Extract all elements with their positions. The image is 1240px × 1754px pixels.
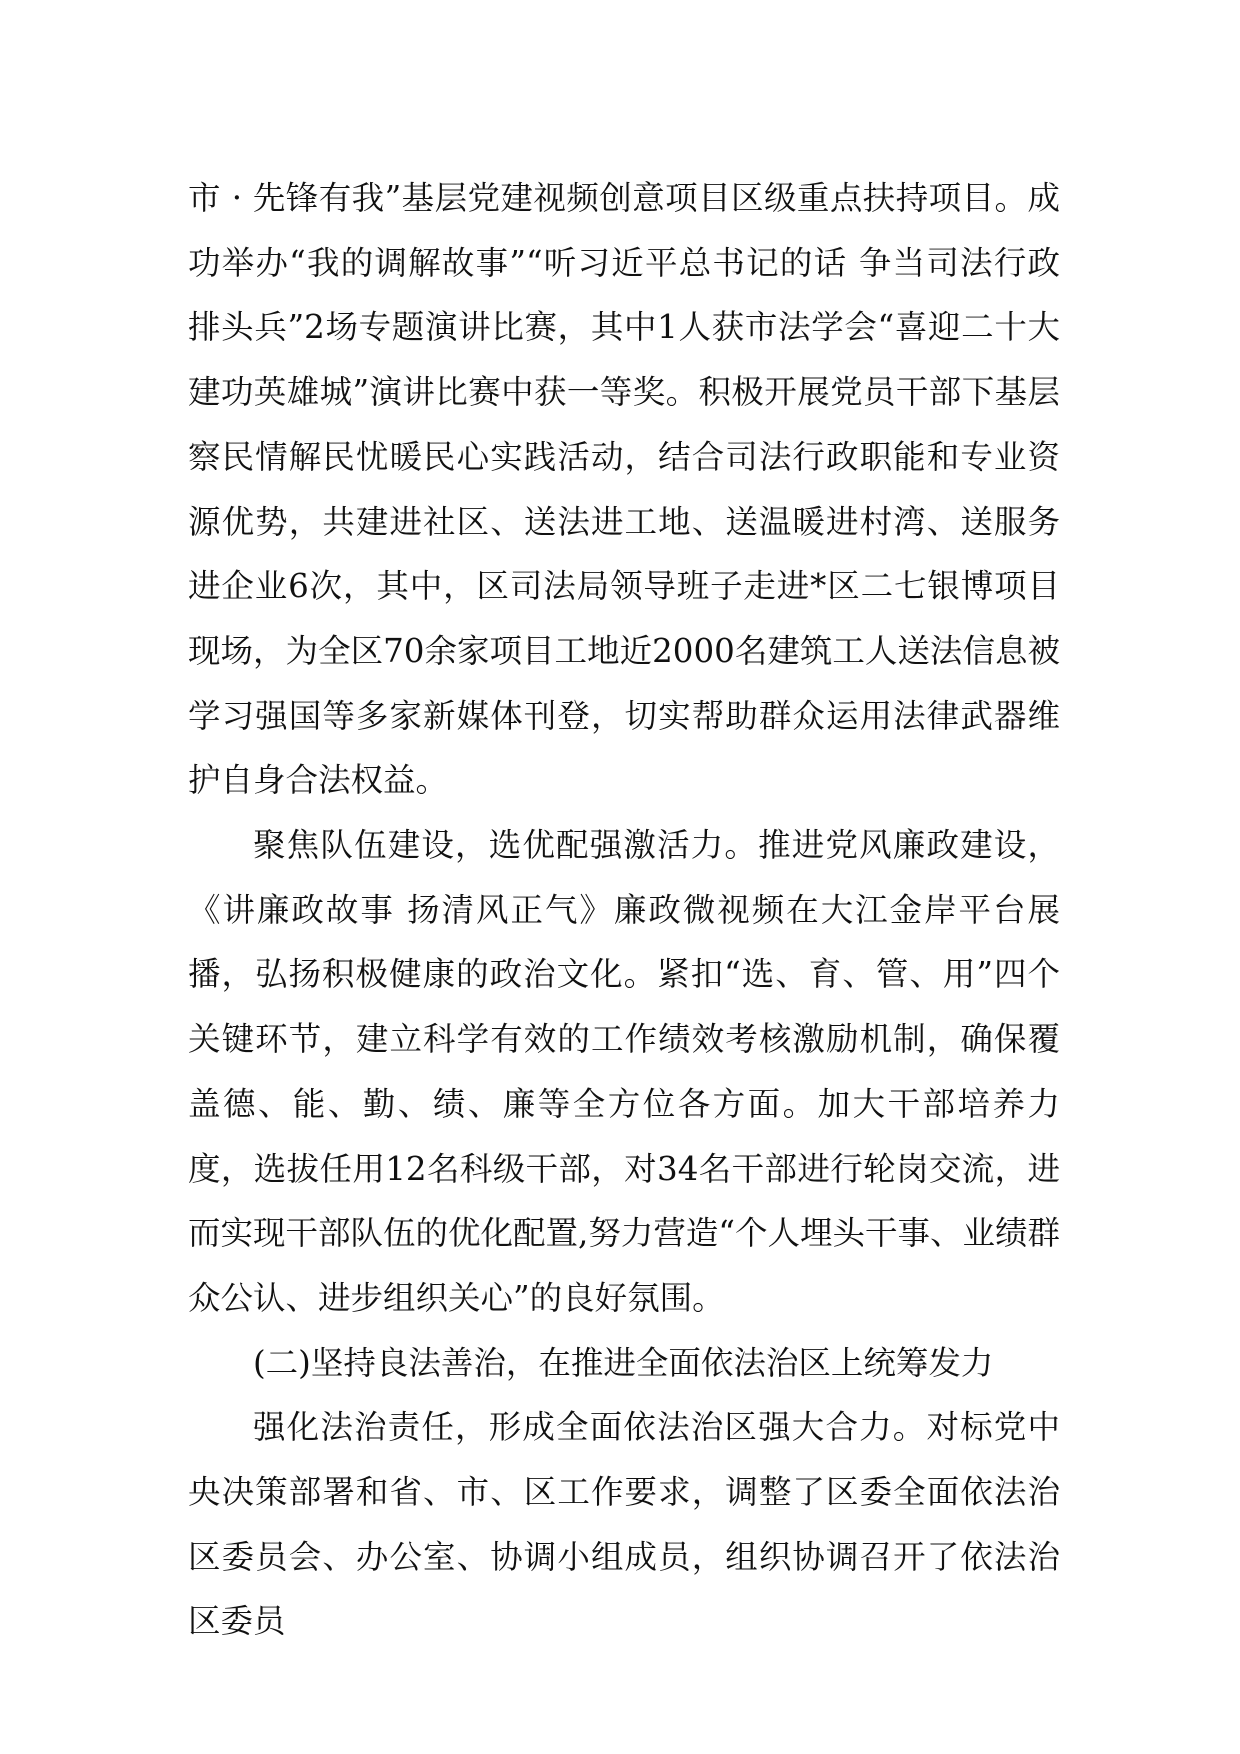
paragraph-team-building: 聚焦队伍建设，选优配强激活力。推进党风廉政建设，《讲廉政故事 扬清风正气》廉政微视频在大江金岸平台展播，弘扬积极健康的政治文化。紧扣“选、育、管、用”四个关键环节，建立科学有效的工作绩效考核激励机制，确保覆盖德、能、勤、绩、廉等全方位各方面。加大干部培养力度，选拔任用12名科级干部，对34名干部进行轮岗交流，进而实现干部队伍的优化配置,努力营造“个人埋头干事、业绩群众公认、进步组织关心”的良好氛围。 <box>188 826 1060 1317</box>
paragraph-rule-of-law-responsibility: 强化法治责任，形成全面依法治区强大合力。对标党中央决策部署和省、市、区工作要求，调整了区委全面依法治区委员会、办公室、协调小组成员，组织协调召开了依法治区委员 <box>188 1408 1060 1641</box>
document-body <box>188 166 1060 1654</box>
section-heading-rule-of-law: (二)坚持良法善治，在推进全面依法治区上统筹发力 <box>253 1343 994 1382</box>
paragraph-party-building-activities: 市 · 先锋有我”基层党建视频创意项目区级重点扶持项目。成功举办“我的调解故事”“听习近平总书记的话 争当司法行政排头兵”2场专题演讲比赛，其中1人获市法学会“喜迎二十大 建功英雄城”演讲比赛中获一等奖。积极开展党员干部下基层察民情解民忧暖民心实践活动，结合司法行政职能和专业资源优势，共建进社区、送法进工地、送温暖进村湾、送服务进企业6次，其中，区司法局领导班子走进*区二七银博项目现场，为全区70余家项目工地近2000名建筑工人送法信息被学习强国等多家新媒体刊登，切实帮助群众运用法律武器维护自身合法权益。 <box>188 179 1060 800</box>
